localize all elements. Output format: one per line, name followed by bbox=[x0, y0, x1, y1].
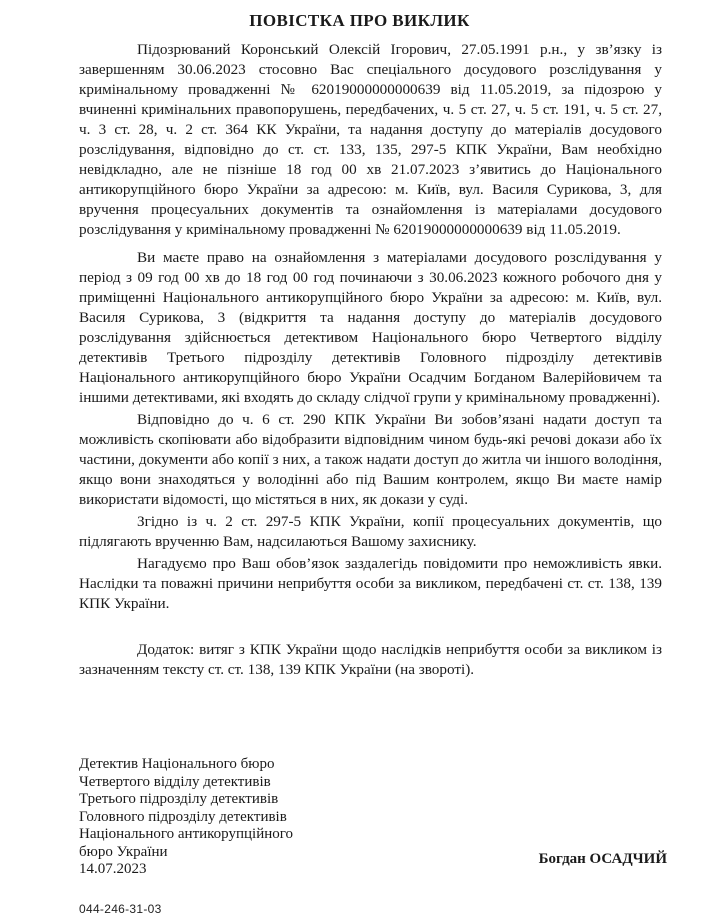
signature-line: Третього підрозділу детективів bbox=[79, 791, 279, 807]
signer-name: Богдан ОСАДЧИЙ bbox=[538, 851, 667, 867]
document-title: ПОВІСТКА ПРО ВИКЛИК bbox=[249, 11, 470, 30]
document-body bbox=[79, 40, 662, 680]
signature-line: Детектив Національного бюро bbox=[79, 756, 275, 772]
signature-line: Четвертого відділу детективів bbox=[79, 773, 271, 790]
signature-line: Національного антикорупційного bbox=[79, 826, 294, 842]
paragraph-reminder: Нагадуємо про Ваш обов’язок заздалегідь повідомити про неможливість явки. Наслідки та поважні причини неприбуття особи за викликом, передбачені ст. ст. 138, 139 КПК України. bbox=[79, 555, 662, 612]
signature-date: 14.07.2023 bbox=[79, 861, 147, 877]
paragraph-access-rights: Ви маєте право на ознайомлення з матеріалами досудового розслідування у період з 09 год 00 хв до 18 год 00 год починаючи з 30.06.2023 кожного робочого дня у приміщенні Національного антикорупційного бюро України за адресою: м. Київ, вул. Василя Сурикова, 3 (відкриття та надання доступу до матеріалів досудового розслідування здійснюється детективом Національного бюро Четвертого відділу детективів Третього підрозділу детективів Головного підрозділу детективів Національного антикорупційного бюро України Осадчим Богданом Валерійовичем та іншими детективами, які входять до складу слідчої групи у кримінальному провадженні). bbox=[79, 249, 662, 406]
signature-line: Головного підрозділу детективів bbox=[79, 808, 287, 825]
signature-line: бюро України bbox=[79, 843, 168, 860]
phone-number: 044-246-31-03 bbox=[79, 902, 162, 916]
paragraph-obligations: Відповідно до ч. 6 ст. 290 КПК України Ви зобов’язані надати доступ та можливість скопіювати або відобразити відповідним чином будь-які речові докази або їх частини, документи або копії з них, а також надати доступ до житла чи іншого володіння, якщо вони знаходяться у володінні або під Вашим контролем, якщо Ви маєте намір використати відомості, що містяться в них, як докази у суді. bbox=[79, 411, 662, 508]
paragraph-documents-delivery: Згідно із ч. 2 ст. 297-5 КПК України, копії процесуальних документів, що підлягають врученню Вам, надсилаються Вашому захиснику. bbox=[79, 513, 662, 550]
addendum: Додаток: витяг з КПК України щодо наслідків неприбуття особи за викликом із зазначенням тексту ст. ст. 138, 139 КПК України (на звороті). bbox=[79, 641, 662, 678]
paragraph-summons: Підозрюваний Коронський Олексій Ігорович, 27.05.1991 р.н., у зв’язку із завершенням 30.06.2023 стосовно Вас спеціального досудового розслідування у кримінальному провадженні № 62019000000000639 від 11.05.2019, за підозрою у вчиненні кримінальних правопорушень, передбачених, ч. 5 ст. 27, ч. 5 ст. 191, ч. 5 ст. 27, ч. 3 ст. 28, ч. 2 ст. 364 КК України, та надання доступу до матеріалів досудового розслідування, відповідно до ст. ст. 133, 135, 297-5 КПК України, Вам необхідно невідкладно, але не пізніше 18 год 00 хв 21.07.2023 з’явитись до Національного антикорупційного бюро України за адресою: м. Київ, вул. Василя Сурикова, 3, для вручення процесуальних документів та ознайомлення із матеріалами досудового розслідування у кримінальному провадженні № 62019000000000639 від 11.05.2019. bbox=[79, 41, 662, 238]
signature-block bbox=[79, 756, 379, 879]
